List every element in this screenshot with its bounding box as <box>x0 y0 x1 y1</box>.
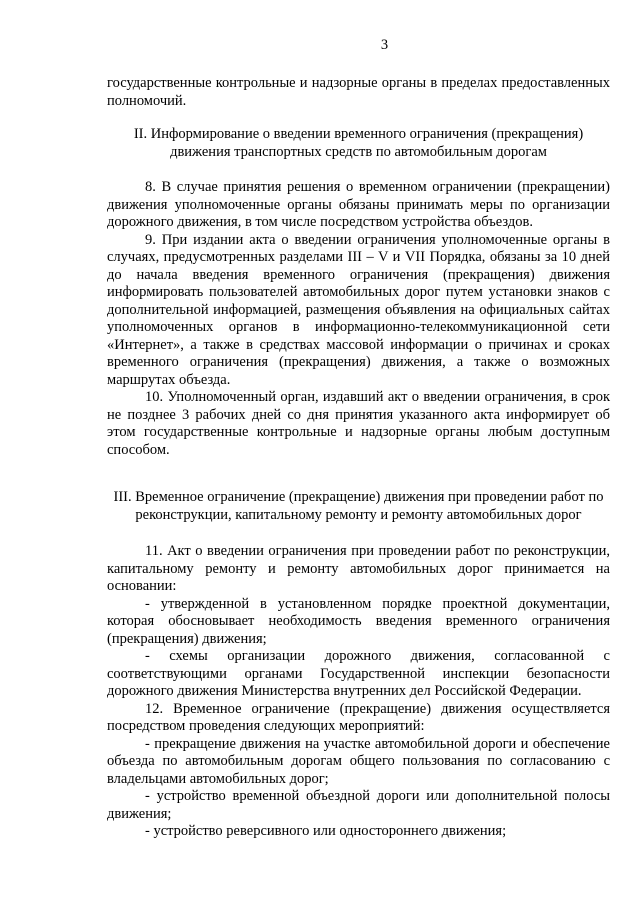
paragraph-10: 10. Уполномоченный орган, издавший акт о введении ограничения, в срок не позднее 3 рабочих дней со дня принятия указанного акта информирует об этом государственные контрольные и надзорные органы любым доступным способом. <box>107 389 610 458</box>
paragraph-11-item-1: - утвержденной в установленном порядке проектной документации, которая обосновывает необходимость введения временного ограничения (прекращения) движения; <box>107 595 610 647</box>
paragraph-11: 11. Акт о введении ограничения при проведении работ по реконструкции, капитальному ремонту и ремонту автомобильных дорог принимается на основании: <box>107 543 610 594</box>
intro-text: государственные контрольные и надзорные органы в пределах предоставленных полномочий. <box>107 75 610 109</box>
section-3-heading-block <box>107 489 610 524</box>
section-3-body <box>107 543 610 841</box>
paragraph-12-item-3: - устройство реверсивного или одностороннего движения; <box>145 823 507 839</box>
paragraph-12-item-2: - устройство временной объездной дороги или дополнительной полосы движения; <box>107 788 610 822</box>
section-3-heading: III. Временное ограничение (прекращение) движения при проведении работ по реконструкции, капитальному ремонту и ремонту автомобильных дорог <box>113 489 604 523</box>
paragraph-9: 9. При издании акта о введении ограничения уполномоченные органы в случаях, предусмотренных разделами III – V и VII Порядка, обязаны за 10 дней до начала введения временного ограничения (прекращения) движения информировать пользователей автомобильных дорог путем установки знаков с дополнительной информацией, размещения объявления на официальных сайтах уполномоченных органов в информационно-телекоммуникационной сети «Интернет», а также в средствах массовой информации о причинах и сроках временного ограничения (прекращения) движения, а также о возможных маршрутах объезда. <box>107 231 610 388</box>
paragraph-8: 8. В случае принятия решения о временном ограничении (прекращении) движения уполномоченные органы обязаны принимать меры по организации дорожного движения, в том числе посредством устройства объездов. <box>107 179 610 230</box>
section-2-heading: II. Информирование о введении временного ограничения (прекращения) движения транспортных средств по автомобильным дорогам <box>133 126 584 160</box>
section-2-heading-block <box>107 126 610 161</box>
intro-paragraph <box>107 75 610 110</box>
paragraph-12-item-1: - прекращение движения на участке автомобильной дороги и обеспечение объезда по автомобильным дорогам общего пользования по согласованию с владельцами автомобильных дорог; <box>107 735 610 787</box>
paragraph-12: 12. Временное ограничение (прекращение) движения осуществляется посредством проведения следующих мероприятий: <box>107 700 610 734</box>
section-2-body <box>107 179 610 459</box>
page-number: 3 <box>380 37 389 53</box>
paragraph-11-item-2: - схемы организации дорожного движения, согласованной с соответствующими органами Государственной инспекции безопасности дорожного движения Министерства внутренних дел Российской Федерации. <box>107 648 610 699</box>
